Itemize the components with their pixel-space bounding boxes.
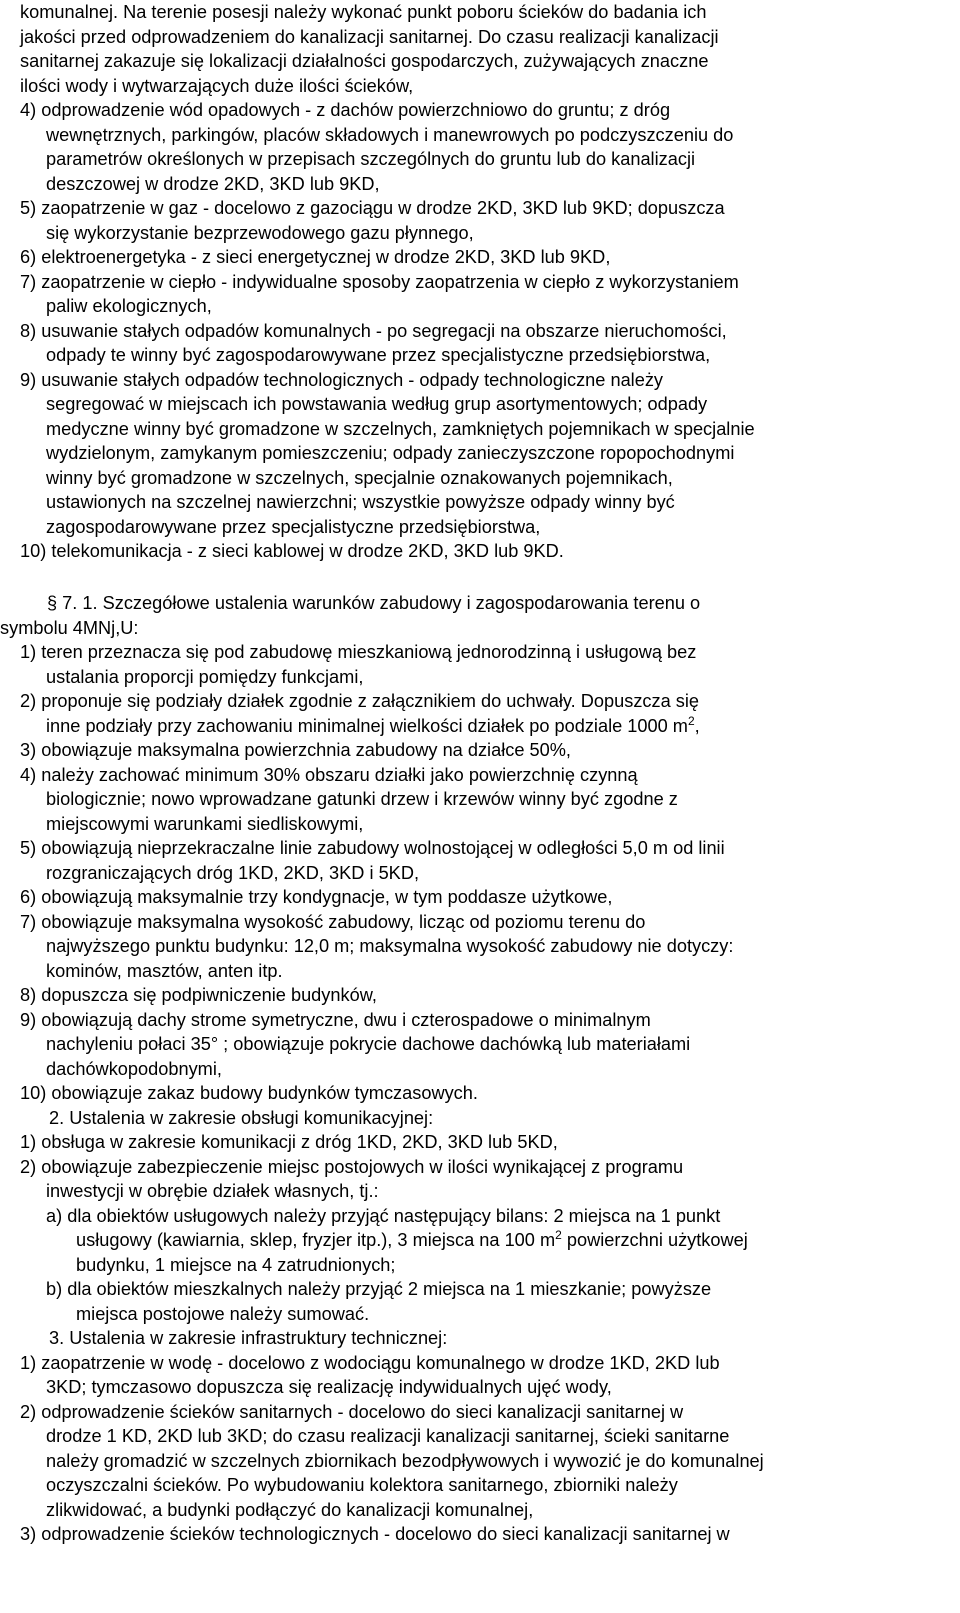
text-line: należy gromadzić w szczelnych zbiornikach bezodpływowych i wywozić je do komunalnej <box>46 1450 764 1471</box>
text-line: drodze 1 KD, 2KD lub 3KD; do czasu realizacji kanalizacji sanitarnej, ścieki sanitarne <box>46 1426 730 1446</box>
list-item: 5) obowiązują nieprzekraczalne linie zabudowy wolnostojącej w odległości 5,0 m od linii <box>20 838 725 858</box>
list-item: 4) odprowadzenie wód opadowych - z dachów powierzchniowo do gruntu; z dróg <box>20 100 671 120</box>
list-item: 6) elektroenergetyka - z sieci energetycznej w drodze 2KD, 3KD lub 9KD, <box>20 247 611 267</box>
list-item: b) dla obiektów mieszkalnych należy przyjąć 2 miejsca na 1 mieszkanie; powyższe <box>46 1279 712 1299</box>
superscript: 2 <box>555 1228 562 1242</box>
text-fragment: inne podziały przy zachowaniu minimalnej wielkości działek po podziale 1000 m <box>46 715 688 736</box>
list-item: 1) teren przeznacza się pod zabudowę mieszkaniową jednorodzinną i usługową bez <box>20 642 697 662</box>
list-item: 5) zaopatrzenie w gaz - docelowo z gazociągu w drodze 2KD, 3KD lub 9KD; dopuszcza <box>20 198 725 218</box>
section-heading-cont: symbolu 4MNj,U: <box>0 617 139 638</box>
text-line <box>76 1228 748 1255</box>
text-fragment: usługowy (kawiarnia, sklep, fryzjer itp.), 3 miejsca na 100 m <box>76 1230 556 1250</box>
list-item: 2) proponuje się podziały działek zgodnie z załącznikiem do uchwały. Dopuszcza się <box>20 691 700 711</box>
text-line: ustalania proporcji pomiędzy funkcjami, <box>46 666 364 687</box>
list-item: a) dla obiektów usługowych należy przyjąć następujący bilans: 2 miejsca na 1 punkt <box>46 1205 721 1226</box>
text-line: segregować w miejscach ich powstawania według grup asortymentowych; odpady <box>46 394 708 414</box>
list-item: 4) należy zachować minimum 30% obszaru działki jako powierzchnię czynną <box>20 764 638 785</box>
list-item: 6) obowiązują maksymalnie trzy kondygnacje, w tym poddasze użytkowe, <box>20 887 613 907</box>
section-heading: § 7. 1. Szczegółowe ustalenia warunków zabudowy i zagospodarowania terenu o <box>47 593 701 613</box>
text-line: wewnętrznych, parkingów, placów składowych i manewrowych po podczyszczeniu do <box>46 124 734 145</box>
text-line: miejscowymi warunkami siedliskowymi, <box>46 813 364 834</box>
list-item: 8) dopuszcza się podpiwniczenie budynków, <box>20 985 377 1005</box>
list-item: 8) usuwanie stałych odpadów komunalnych - po segregacji na obszarze nieruchomości, <box>20 320 727 341</box>
list-item: 10) telekomunikacja - z sieci kablowej w drodze 2KD, 3KD lub 9KD. <box>20 541 564 561</box>
superscript: 2 <box>687 713 695 728</box>
text-line: rozgraniczających dróg 1KD, 2KD, 3KD i 5KD, <box>46 862 420 883</box>
text-line: inwestycji w obrębie działek własnych, tj.: <box>46 1181 379 1201</box>
text-line: deszczowej w drodze 2KD, 3KD lub 9KD, <box>46 173 380 194</box>
text-line: 3KD; tymczasowo dopuszcza się realizację indywidualnych ujęć wody, <box>46 1377 612 1397</box>
text-line: odpady te winny być zagospodarowywane przez specjalistyczne przedsiębiorstwa, <box>46 345 711 365</box>
text-line: najwyższego punktu budynku: 12,0 m; maksymalna wysokość zabudowy nie dotyczy: <box>46 936 734 956</box>
text-line: budynku, 1 miejsce na 4 zatrudnionych; <box>76 1254 396 1275</box>
text-line: zagospodarowywane przez specjalistyczne przedsiębiorstwa, <box>46 516 541 537</box>
text-line: nachyleniu połaci 35° ; obowiązuje pokrycie dachowe dachówką lub materiałami <box>46 1034 691 1054</box>
text-line: parametrów określonych w przepisach szczególnych do gruntu lub do kanalizacji <box>46 149 696 169</box>
text-line: zlikwidować, a budynki podłączyć do kanalizacji komunalnej, <box>46 1499 534 1520</box>
list-item: 3) obowiązuje maksymalna powierzchnia zabudowy na działce 50%, <box>20 740 571 760</box>
list-item: 2) obowiązuje zabezpieczenie miejsc postojowych w ilości wynikającej z programu <box>20 1156 684 1177</box>
text-line: jakości przed odprowadzeniem do kanalizacji sanitarnej. Do czasu realizacji kanalizacji <box>20 26 719 47</box>
text-line: ustawionych na szczelnej nawierzchni; wszystkie powyższe odpady winny być <box>46 492 675 512</box>
text-line: biologicznie; nowo wprowadzane gatunki drzew i krzewów winny być zgodne z <box>46 789 678 809</box>
list-item: 9) usuwanie stałych odpadów technologicznych - odpady technologiczne należy <box>20 369 664 390</box>
text-line <box>46 714 700 741</box>
text-fragment: , <box>694 715 700 736</box>
list-item: 2) odprowadzenie ścieków sanitarnych - docelowo do sieci kanalizacji sanitarnej w <box>20 1401 684 1422</box>
text-line: komunalnej. Na terenie posesji należy wykonać punkt poboru ścieków do badania ich <box>20 2 707 22</box>
list-item: 7) obowiązuje maksymalna wysokość zabudowy, licząc od poziomu terenu do <box>20 911 646 932</box>
subsection-heading: 2. Ustalenia w zakresie obsługi komunikacyjnej: <box>49 1107 434 1128</box>
text-line: oczyszczalni ścieków. Po wybudowaniu kolektora sanitarnego, zbiorniki należy <box>46 1475 678 1495</box>
text-line: medyczne winny być gromadzone w szczelnych, zamkniętych pojemnikach w specjalnie <box>46 418 755 439</box>
list-item: 1) obsługa w zakresie komunikacji z dróg 1KD, 2KD, 3KD lub 5KD, <box>20 1132 558 1152</box>
text-line: ilości wody i wytwarzających duże ilości ścieków, <box>20 75 414 96</box>
text-line: wydzielonym, zamykanym pomieszczeniu; odpady zanieczyszczone ropopochodnymi <box>46 443 735 463</box>
text-line: paliw ekologicznych, <box>46 296 212 316</box>
list-item: 7) zaopatrzenie w ciepło - indywidualne sposoby zaopatrzenia w ciepło z wykorzystaniem <box>20 271 739 292</box>
list-item: 3) odprowadzenie ścieków technologicznych - docelowo do sieci kanalizacji sanitarnej w <box>20 1524 730 1544</box>
text-line: kominów, masztów, anten itp. <box>46 960 283 981</box>
text-fragment: powierzchni użytkowej <box>561 1230 748 1250</box>
list-item: 10) obowiązuje zakaz budowy budynków tymczasowych. <box>20 1083 478 1103</box>
text-line: miejsca postojowe należy sumować. <box>76 1303 370 1324</box>
text-line: sanitarnej zakazuje się lokalizacji działalności gospodarczych, zużywających znaczne <box>20 51 709 71</box>
text-line: dachówkopodobnymi, <box>46 1058 222 1079</box>
subsection-heading: 3. Ustalenia w zakresie infrastruktury technicznej: <box>49 1328 448 1348</box>
text-line: winny być gromadzone w szczelnych, specjalnie oznakowanych pojemnikach, <box>46 467 673 488</box>
text-line: się wykorzystanie bezprzewodowego gazu płynnego, <box>46 222 474 243</box>
list-item: 1) zaopatrzenie w wodę - docelowo z wodociągu komunalnego w drodze 1KD, 2KD lub <box>20 1352 720 1373</box>
list-item: 9) obowiązują dachy strome symetryczne, dwu i czterospadowe o minimalnym <box>20 1009 651 1030</box>
